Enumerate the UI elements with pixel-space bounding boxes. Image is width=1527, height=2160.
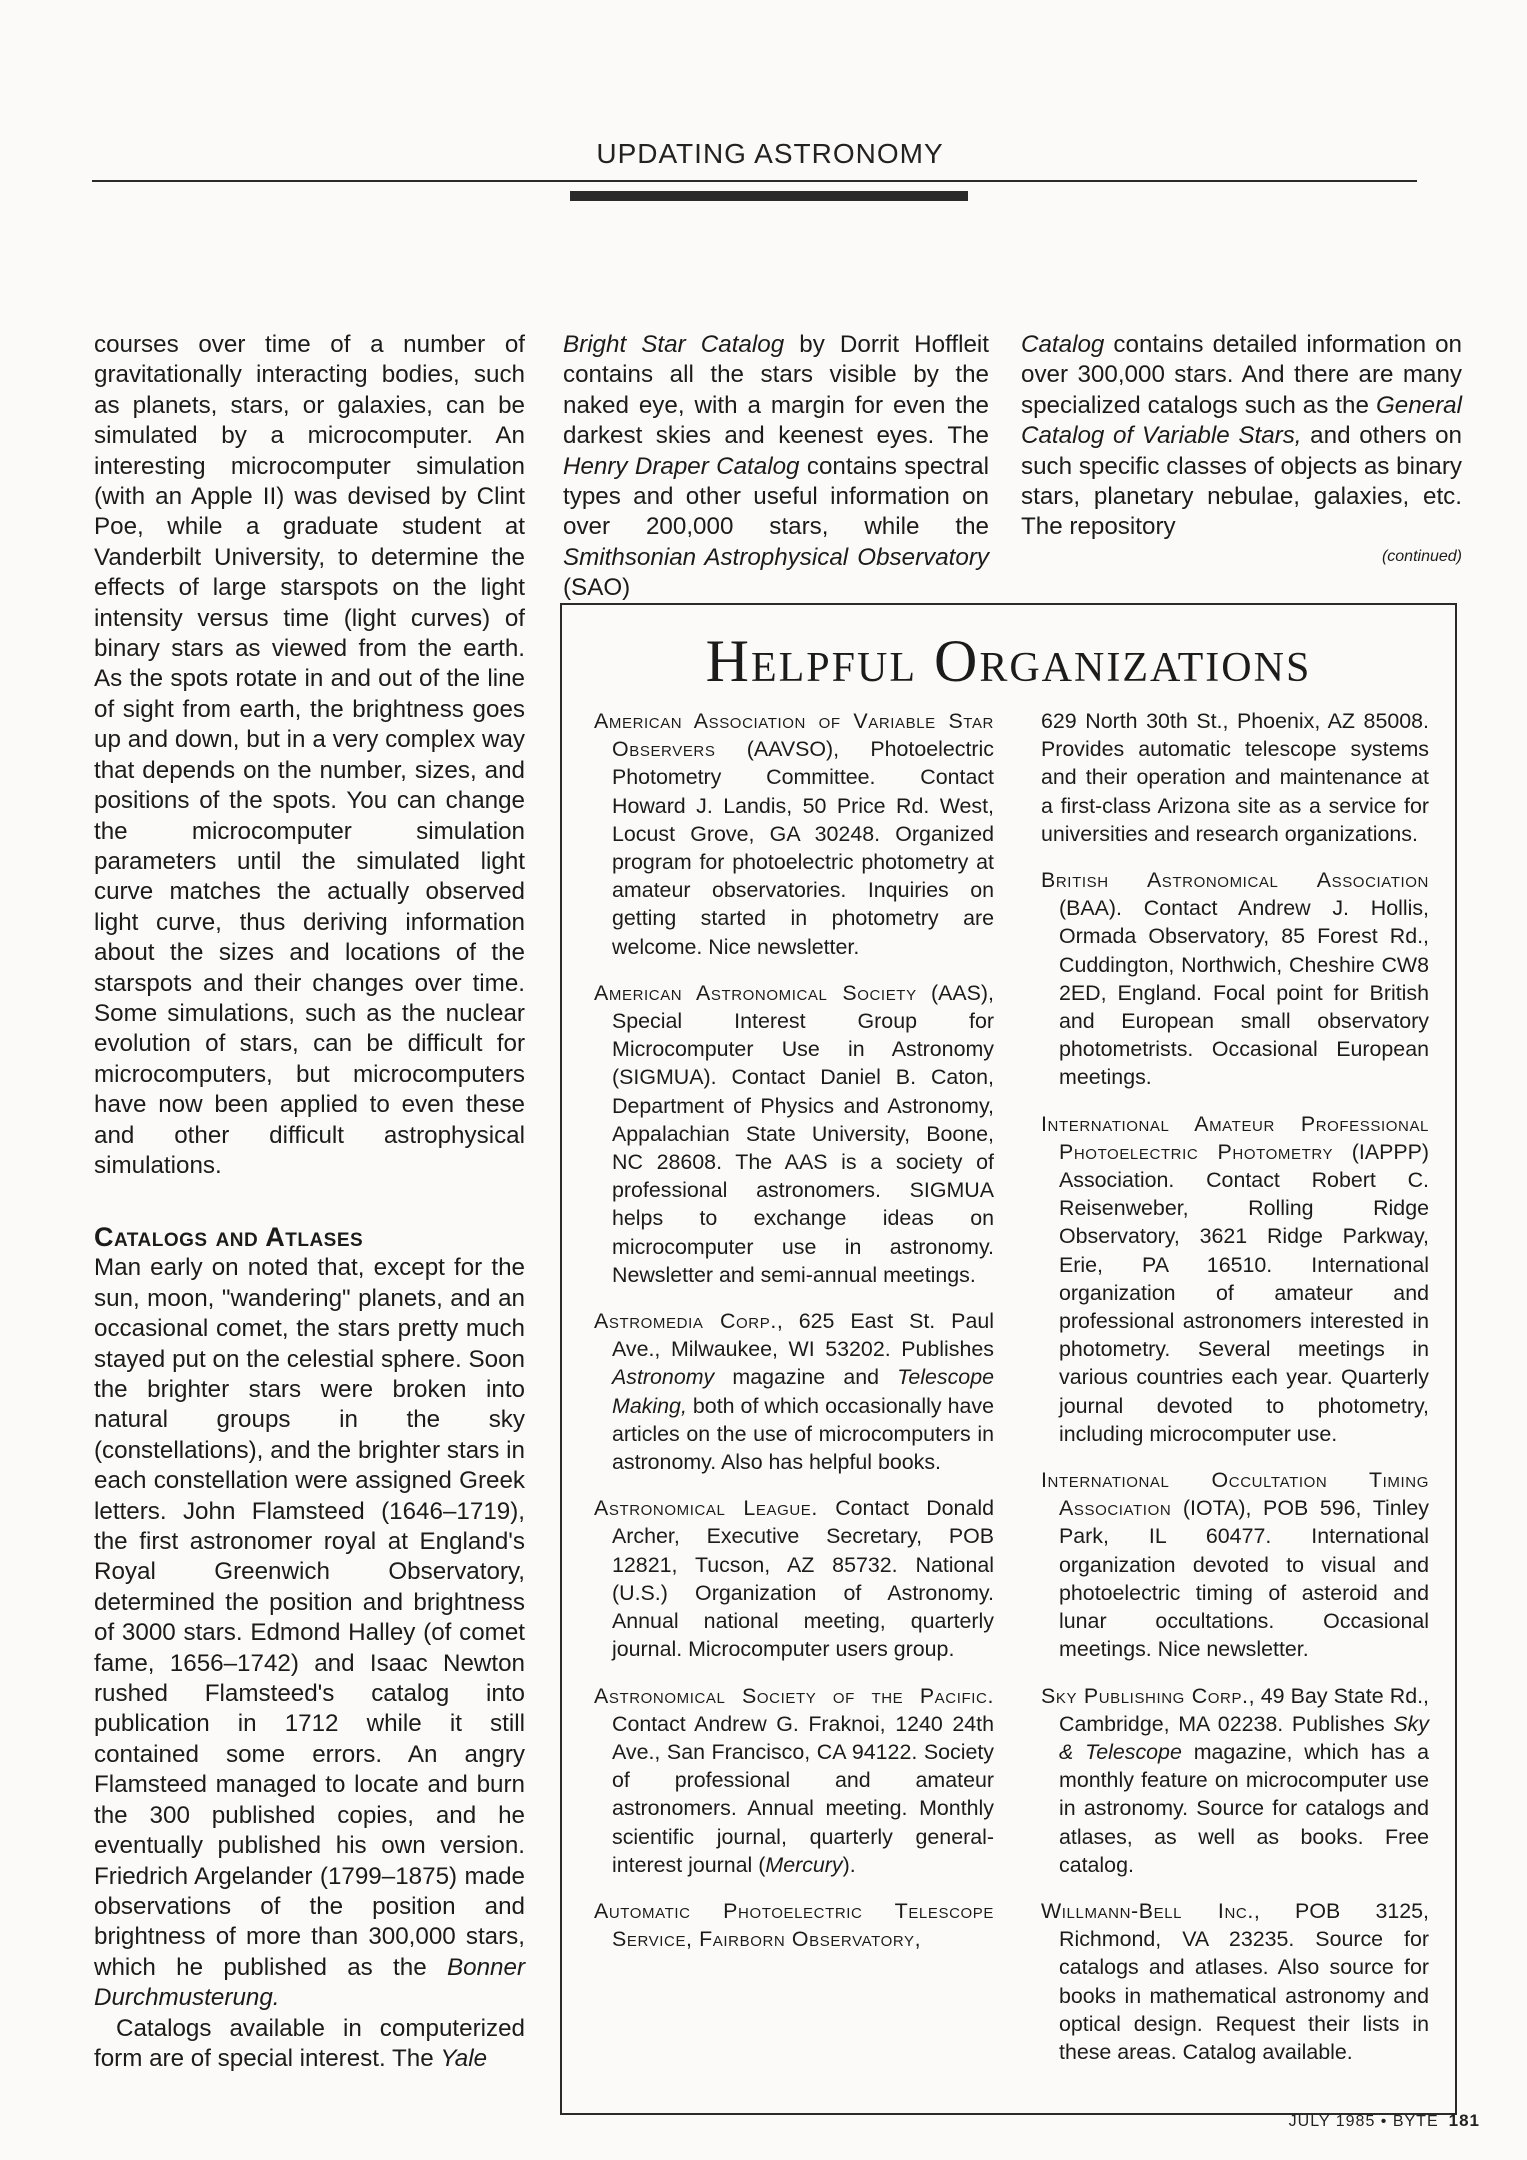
sidebar-column-right	[1041, 707, 1429, 2084]
continued-note: (continued)	[1381, 547, 1462, 565]
paragraph: Man early on noted that, except for the sun, moon, "wandering" planets, and an occasional comet, the stars pretty much stayed put on the celestial sphere. Soon the brighter stars were broken into natural groups in the sky (constellations), and the brighter stars in each constellation were assigned Greek letters. John Flamsteed (1646–1719), the first astronomer royal at England's Royal Greenwich Observatory, determined the position and brightness of 3000 stars. Edmond Halley (of comet fame, 1656–1742) and Isaac Newton rushed Flamsteed's catalog into publication in 1712 while it still contained some errors. An angry Flamsteed managed to locate and burn the 300 published copies, and he eventually published his own version. Friedrich Argelander (1799–1875) made observations of the position and brightness of more than 300,000 stars, which he published as the Bonner Durchmusterung.	[94, 1254, 525, 2012]
paragraph: Catalog contains detailed information on over 300,000 stars. And there are many specialized catalogs such as the General Catalog of Variable Stars, and others on such specific classes of objects as binary stars, planetary nebulae, galaxies, etc. The repository	[1021, 331, 1462, 541]
sidebar-column-left	[594, 707, 994, 1971]
page-footer	[1220, 2111, 1480, 2131]
org-entry: Sky Publishing Corp., 49 Bay State Rd., Cambridge, MA 02238. Publishes Sky & Telescope magazine, which has a monthly feature on microcomputer use in astronomy. Source for catalogs and atlases, as well as books. Free catalog.	[1041, 1683, 1429, 1877]
section-heading: Catalogs and Atlases	[94, 1222, 364, 1253]
paragraph: courses over time of a number of gravitationally interacting bodies, such as planets, stars, or galaxies, can be simulated by a microcomputer. An interesting microcomputer simulation (with an Apple II) was devised by Clint Poe, while a graduate student at Vanderbilt University, to determine the effects of large starspots on the light intensity versus time (light curves) of binary stars as viewed from the earth. As the spots rotate in and out of the line of sight from earth, the brightness goes up and down, but in a very complex way that depends on the number, sizes, and positions of the spots. You can change the microcomputer simulation parameters until the simulated light curve matches the actually observed light curve, thus deriving information about the sizes and locations of the starspots and their changes over time. Some simulations, such as the nuclear evolution of stars, can be difficult for microcomputers, but microcomputers have now been applied to even these and other difficult astrophysical simulations.	[94, 331, 525, 1179]
org-entry: International Occultation Timing Association (IOTA), POB 596, Tinley Park, IL 60477. International organization devoted to visual and photoelectric timing of asteroid and lunar occultations. Occasional meetings. Nice newsletter.	[1041, 1468, 1429, 1662]
org-entry-continuation: 629 North 30th St., Phoenix, AZ 85008. Provides automatic telescope systems and their operation and maintenance at a first-class Arizona site as a service for universities and research organizations.	[1041, 709, 1429, 846]
paragraph: Catalogs available in computerized form are of special interest. The Yale	[94, 2014, 525, 2072]
page-number: 181	[1448, 2111, 1480, 2130]
org-entry: Automatic Photoelectric Telescope Service, Fairborn Observatory,	[594, 1898, 994, 1952]
org-entry: Astronomical Society of the Pacific. Contact Andrew G. Fraknoi, 1240 24th Ave., San Francisco, CA 94122. Society of professional and amateur astronomers. Annual meeting. Monthly scientific journal, quarterly general-interest journal (Mercury).	[594, 1683, 994, 1877]
org-entry: Astronomical League. Contact Donald Archer, Executive Secretary, POB 12821, Tucson, AZ 85732. National (U.S.) Organization of Astronomy. Annual national meeting, quarterly journal. Microcomputer users group.	[594, 1496, 994, 1662]
header-bar	[570, 191, 968, 201]
sidebar-title: Helpful Organizations	[705, 628, 1312, 694]
text-column-1	[94, 330, 525, 2074]
org-entry: American Astronomical Society (AAS), Special Interest Group for Microcomputer Use in Astronomy (SIGMUA). Contact Daniel B. Caton, Department of Physics and Astronomy, Appalachian State University, Boone, NC 28608. The AAS is a society of professional astronomers. SIGMUA helps to exchange ideas on microcomputer use in astronomy. Newsletter and semi-annual meetings.	[594, 980, 994, 1287]
org-entry: British Astronomical Association (BAA). Contact Andrew J. Hollis, Ormada Observatory, 85 Forest Rd., Cuddington, Northwich, Cheshire CW8 2ED, England. Focal point for British and European small observatory photometrists. Occasional European meetings.	[1041, 868, 1429, 1090]
paragraph: Bright Star Catalog by Dorrit Hoffleit contains all the stars visible by the naked eye, with a margin for even the darkest skies and keenest eyes. The Henry Draper Catalog contains spectral types and other useful information on over 200,000 stars, while the Smithsonian Astrophysical Observatory (SAO)	[563, 331, 990, 602]
org-entry: Willmann-Bell Inc., POB 3125, Richmond, VA 23235. Source for catalogs and atlases. Also source for books in mathematical astronomy and optical design. Request their lists in these areas. Catalog available.	[1041, 1898, 1429, 2064]
footer-date: JULY 1985 • BYTE	[1288, 2113, 1439, 2130]
header-rule	[92, 180, 1417, 182]
org-entry: Astromedia Corp., 625 East St. Paul Ave., Milwaukee, WI 53202. Publishes Astronomy magazine and Telescope Making, both of which occasionally have articles on the use of microcomputers in astronomy. Also has helpful books.	[594, 1309, 994, 1475]
text-column-2	[563, 330, 989, 604]
helpful-organizations-sidebar	[560, 603, 1457, 2115]
running-header: UPDATING ASTRONOMY	[596, 138, 944, 169]
org-entry: American Association of Variable Star Observers (AAVSO), Photoelectric Photometry Committee. Contact Howard J. Landis, 50 Price Rd. West, Locust Grove, GA 30248. Organized program for photoelectric photometry at amateur observatories. Inquiries on getting started in photometry are welcome. Nice newsletter.	[594, 709, 994, 959]
text-column-3	[1021, 330, 1462, 571]
org-entry: International Amateur Professional Photoelectric Photometry (IAPPP) Association. Contact Robert C. Reisenweber, Rolling Ridge Observatory, 3621 Ridge Parkway, Erie, PA 16510. International organization of amateur and professional astronomers interested in photometry. Several meetings in various countries each year. Quarterly journal devoted to photometry, including microcomputer use.	[1041, 1111, 1430, 1446]
